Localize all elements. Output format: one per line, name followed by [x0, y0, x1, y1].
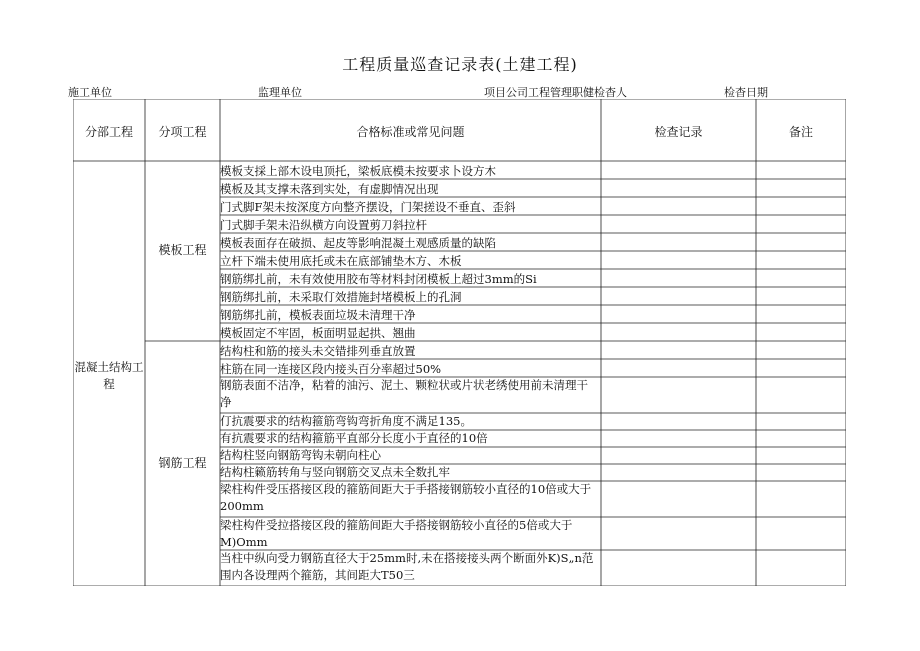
header-division: 分部工程 — [84, 125, 133, 139]
criteria-item: 梁柱构件受压搭接区段的箍筋间距大于手搭接钢筋较小直径的10倍或大于200mm — [220, 482, 592, 513]
criteria-item: 模板支採上部木设电顶托，梁板底模未按要求卜设方木 — [220, 164, 496, 178]
criteria-item: 钢筋绑扎前，未有效使用胶布等材料封闭模板上超过3mm的Si — [220, 272, 537, 286]
criteria-item: 柱筋在同一连接区段内接头百分率超过50% — [220, 362, 442, 376]
criteria-item: 结构柱籁筋转角与竖向钢筋交叉点未全数扎牢 — [220, 465, 450, 479]
construction-unit-label: 施工单位 — [68, 86, 112, 99]
group-label-rebar: 钢筋工程 — [158, 456, 207, 470]
criteria-item: 模板固定不牢固，板面明显起拱、翘曲 — [220, 326, 416, 340]
criteria-item: 模板及其支撑未落到实处，有虚脚情况出现 — [220, 182, 439, 196]
group-label-formwork: 模板工程 — [158, 243, 207, 257]
criteria-item: 立杆下端未使用底托或未在底部铺垫木方、木板 — [220, 254, 462, 268]
header-subdivision: 分项工程 — [158, 125, 207, 139]
header-record: 检查记录 — [654, 125, 703, 139]
criteria-item: 钢筋绑扎前，模板表面垃圾未清理干净 — [220, 308, 416, 322]
inspector-label: 项目公司工程管理职健检杳人 — [484, 86, 627, 99]
inspection-date-label: 检杳日期 — [724, 86, 768, 99]
header-criteria: 合格标准或常见问题 — [356, 125, 465, 139]
criteria-item: 门式脚F架未按深度方向整齐摆设，门架搓设不垂直、歪斜 — [220, 200, 516, 214]
inspection-table — [73, 99, 846, 586]
criteria-item: 结构柱竖向钢筋弯钩未朝向柱心 — [220, 448, 381, 462]
criteria-item: 钢筋表面不洁净，粘着的油污、泥土、颗粒状或片状老绣使用前未清理干净 — [220, 378, 588, 409]
criteria-item: 结构柱和筋的接头未交错排列垂直放置 — [220, 344, 416, 358]
criteria-item: 仃抗震要求的结构箍筋弯钩弯折角度不满足135。 — [220, 414, 472, 428]
criteria-item: 门式脚手架未沿纵横方向设置剪刀斜拉杆 — [220, 218, 427, 232]
form-title: 工程质量巡查记录表(土建工程) — [342, 55, 578, 74]
criteria-item: 当柱中纵向受力钢筋直径大于25mm时,未在搭接接头两个断面外K)S„n范围内各设理两个箍筋，其间距大T50三 — [220, 551, 594, 582]
division-label: 混凝土结构工程 — [74, 360, 144, 391]
criteria-item: 钢筋绑扎前，未采取仃效措施封堵模板上的孔洞 — [220, 290, 462, 304]
criteria-item: 模板表面存在破损、起皮等影响混凝土观感质量的缺陷 — [220, 236, 496, 250]
header-remarks: 备注 — [788, 125, 813, 139]
supervision-unit-label: 监理单位 — [258, 86, 302, 99]
criteria-item: 梁柱构件受拉搭接区段的箍筋间距大手搭接钢筋较小直径的5倍或大于M)Omm — [220, 518, 573, 549]
criteria-item: 有抗震要求的结构箍筋平直部分长度小于直径的10倍 — [220, 431, 488, 445]
